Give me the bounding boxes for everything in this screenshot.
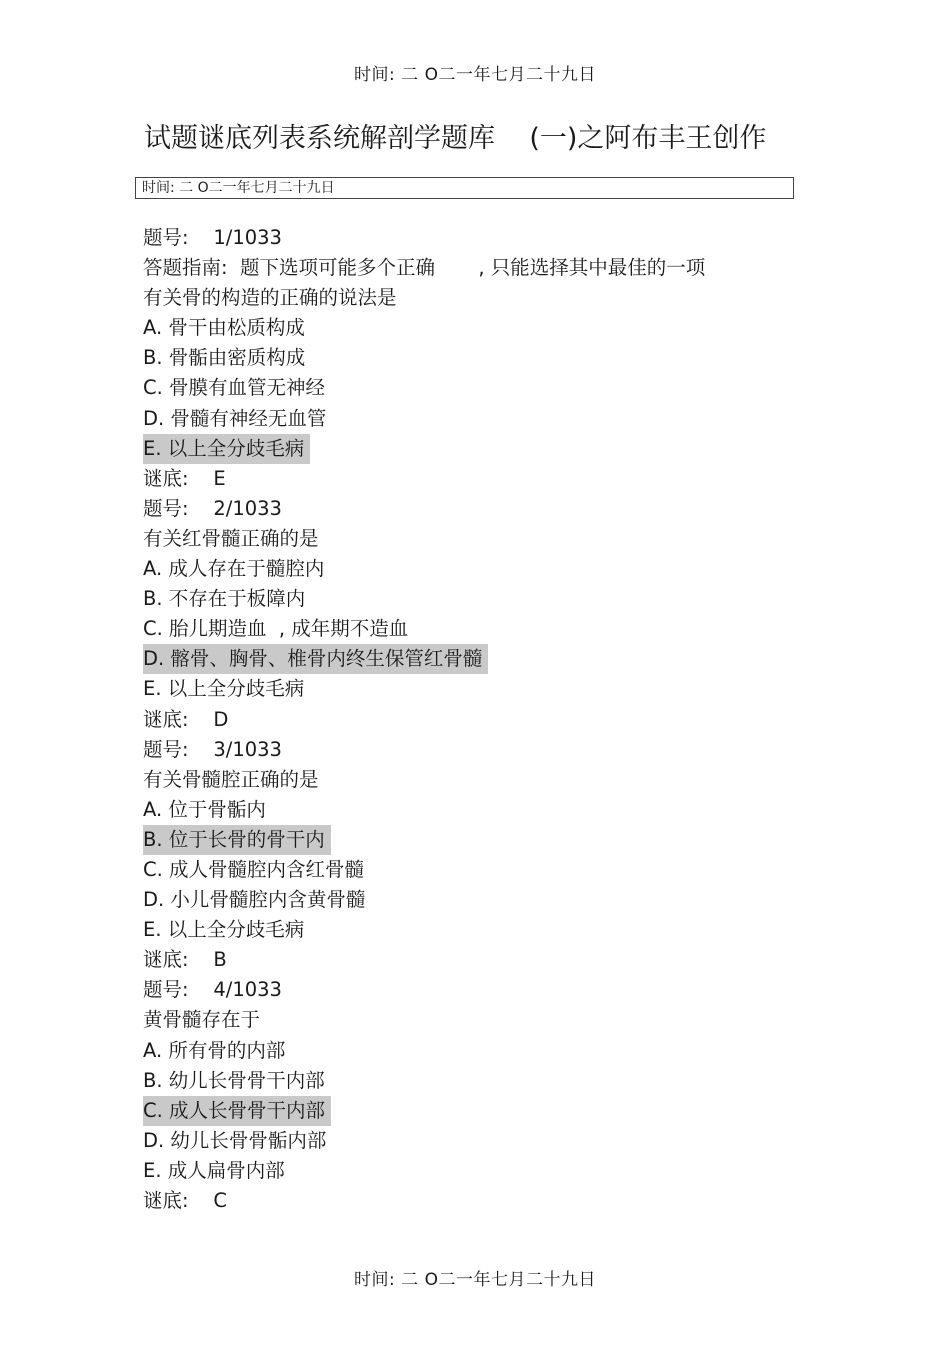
option-a [143, 313, 793, 343]
question-stem: 有关红骨髓正确的是 [143, 526, 319, 550]
option-b [143, 343, 793, 373]
option-label: E. 以上全分歧毛病 [143, 434, 310, 464]
option-c-highlighted [143, 1096, 793, 1126]
page-title: 试题谜底列表系统解剖学题库 (一)之阿布丰王创作 [144, 123, 767, 154]
answer-key: 谜底: C [143, 1189, 227, 1212]
answer-key: 谜底: D [143, 707, 229, 731]
question-number: 题号: 3/1033 [143, 737, 282, 761]
option-a [143, 554, 793, 584]
option-label: A. 位于骨骺内 [143, 797, 266, 821]
option-label: C. 成人长骨骨干内部 [143, 1096, 331, 1126]
option-label: A. 成人存在于髓腔内 [143, 557, 325, 581]
option-e-highlighted [143, 434, 793, 464]
page-header-date: 时间: 二 O二一年七月二十九日 [354, 65, 596, 85]
option-c [143, 614, 793, 644]
date-box: 时间: 二 O二一年七月二十九日 [135, 177, 794, 199]
question-list [143, 223, 793, 1216]
option-label: B. 位于长骨的骨干内 [143, 825, 331, 855]
option-label: A. 骨干由松质构成 [143, 316, 305, 340]
option-label: B. 骨骺由密质构成 [143, 346, 306, 370]
option-a [143, 795, 793, 825]
option-a [143, 1036, 793, 1066]
page-footer-date: 时间: 二 O二一年七月二十九日 [354, 1270, 596, 1290]
option-c [143, 855, 793, 885]
option-d [143, 1126, 793, 1156]
option-label: E. 以上全分歧毛病 [143, 918, 305, 942]
question-stem: 有关骨的构造的正确的说法是 [143, 286, 397, 310]
option-label: B. 不存在于板障内 [143, 587, 306, 611]
option-e [143, 1156, 793, 1186]
option-d [143, 404, 793, 434]
option-b [143, 1066, 793, 1096]
option-label: D. 小儿骨髓腔内含黄骨髓 [143, 888, 366, 912]
option-label: A. 所有骨的内部 [143, 1038, 286, 1062]
option-e [143, 915, 793, 945]
option-label: E. 成人扁骨内部 [143, 1158, 285, 1182]
option-c [143, 373, 793, 403]
question-stem: 黄骨髓存在于 [143, 1008, 261, 1032]
option-b [143, 584, 793, 614]
question-stem: 有关骨髓腔正确的是 [143, 767, 319, 791]
answer-key: 谜底: E [143, 466, 226, 490]
option-e [143, 674, 793, 704]
answer-guide: 答题指南: 题下选项可能多个正确 , 只能选择其中最佳的一项 [143, 256, 706, 280]
answer-key: 谜底: B [143, 948, 227, 972]
option-b-highlighted [143, 825, 793, 855]
option-label: D. 髂骨、胸骨、椎骨内终生保管红骨髓 [143, 644, 488, 674]
option-d-highlighted [143, 644, 793, 674]
option-label: C. 骨膜有血管无神经 [143, 376, 326, 400]
option-d [143, 885, 793, 915]
option-label: B. 幼儿长骨骨干内部 [143, 1068, 325, 1092]
option-label: E. 以上全分歧毛病 [143, 677, 305, 701]
question-number: 题号: 1/1033 [143, 226, 282, 249]
option-label: C. 成人骨髓腔内含红骨髓 [143, 857, 365, 881]
question-number: 题号: 4/1033 [143, 978, 282, 1002]
option-label: D. 骨髓有神经无血管 [143, 406, 327, 430]
option-label: D. 幼儿长骨骨骺内部 [143, 1128, 327, 1152]
option-label: C. 胎儿期造血 , 成年期不造血 [143, 617, 409, 641]
question-number: 题号: 2/1033 [143, 496, 282, 520]
